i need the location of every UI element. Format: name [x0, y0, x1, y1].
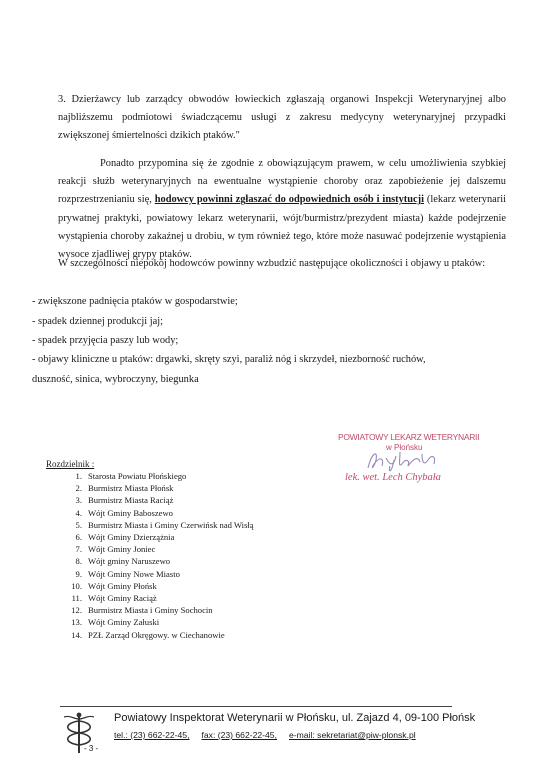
stamp-title: POWIATOWY LEKARZ WETERYNARII — [338, 432, 480, 442]
list-item: 3. Burmistrz Miasta Raciąż — [75, 495, 174, 506]
paragraph-reporting-text-2: (lekarz weterynarii prywatnej praktyki, powiatowy lekarz weterynarii, wójt/burmistrz/prezydent miasta) każde podejrzenie wystąpienia choroby zakaźnej u drobiu, w tym również tego, które może nasuwać podejrzenie wystąpienia wysoce zjadliwej grypy ptaków. — [58, 194, 506, 261]
page-number: - 3 - — [84, 744, 99, 753]
paragraph-hunting-lessees: 3. Dzierżawcy lub zarządcy obwodów łowieckich zgłaszają organowi Inspekcji Weterynaryjnej albo najbliższemu podmiotowi świadczącemu usługi z zakresu medycyny weterynaryjnej przypadki zwiększonej śmiertelności dzikich ptaków." — [58, 94, 506, 142]
distribution-list — [58, 470, 254, 641]
official-stamp — [338, 432, 488, 492]
list-item: 14. PZŁ Zarząd Okręgowy. w Ciechanowie — [71, 629, 225, 640]
footer-institution: Powiatowy Inspektorat Weterynarii w Płońsku, ul. Zajazd 4, 09-100 Płońsk — [114, 712, 476, 724]
list-item: 6. Wójt Gminy Dzierzążnia — [75, 532, 175, 543]
paragraph-reporting-obligation — [58, 155, 506, 264]
list-item: 1. Starosta Powiatu Płońskiego — [75, 471, 187, 481]
symptom-item: duszność, sinica, wybroczyny, biegunka — [32, 374, 199, 385]
list-item: 10. Wójt Gminy Płońsk — [71, 580, 157, 591]
symptom-item: - spadek dziennej produkcji jaj; — [32, 316, 163, 327]
symptom-item: - zwiększone padnięcia ptaków w gospodarstwie; — [32, 296, 238, 307]
handwritten-signature — [364, 446, 444, 474]
footer-email[interactable]: e-mail: sekretariat@piw-plonsk.pl — [288, 730, 416, 740]
symptom-item: - spadek przyjęcia paszy lub wody; — [32, 335, 179, 346]
distribution-title: Rozdzielnik : — [46, 459, 95, 469]
signatory-name: lek. wet. Lech Chybała — [345, 472, 441, 483]
list-item: 5. Burmistrz Miasta i Gminy Czerwińsk nad Wisłą — [75, 519, 254, 530]
list-item: 13. Wójt Gminy Załuski — [71, 617, 160, 628]
reporting-emphasis: hodowcy powinni zgłaszać do odpowiednich osób i instytucji — [154, 194, 424, 206]
footer-phone: tel.: (23) 662-22-45, — [114, 730, 190, 740]
list-item: 2. Burmistrz Miasta Płońsk — [75, 483, 174, 494]
symptom-item: - objawy kliniczne u ptaków: drgawki, skręty szyi, paraliż nóg i skrzydeł, niezborność ruchów, — [32, 354, 426, 365]
list-item: 12. Burmistrz Miasta i Gminy Sochocin — [71, 605, 213, 616]
stamp-location: w Płońsku — [386, 443, 423, 452]
list-item: 4. Wójt Gminy Baboszewo — [75, 507, 173, 518]
list-item: 9. Wójt Gminy Nowe Miasto — [75, 568, 180, 579]
paragraph-symptoms-intro: W szczególności niepokój hodowców powinny wzbudzić następujące okoliczności i objawy u ptaków: — [58, 258, 486, 269]
list-item: 7. Wójt Gminy Joniec — [75, 544, 156, 555]
footer-contact — [114, 730, 416, 740]
list-item: 8. Wójt gminy Naruszewo — [75, 556, 171, 567]
footer-fax: fax: (23) 662-22-45, — [201, 730, 277, 740]
list-item: 11. Wójt Gminy Raciąż — [71, 593, 157, 604]
paragraph-reporting-text-1: Ponadto przypomina się że zgodnie z obowiązującym prawem, w celu umożliwienia szybkiej reakcji służb weterynaryjnych na ewentualne wystąpienie choroby oraz zapobieżenie jej dalszemu rozprzestrzenianiu się, — [58, 158, 506, 206]
footer-divider — [60, 706, 452, 707]
